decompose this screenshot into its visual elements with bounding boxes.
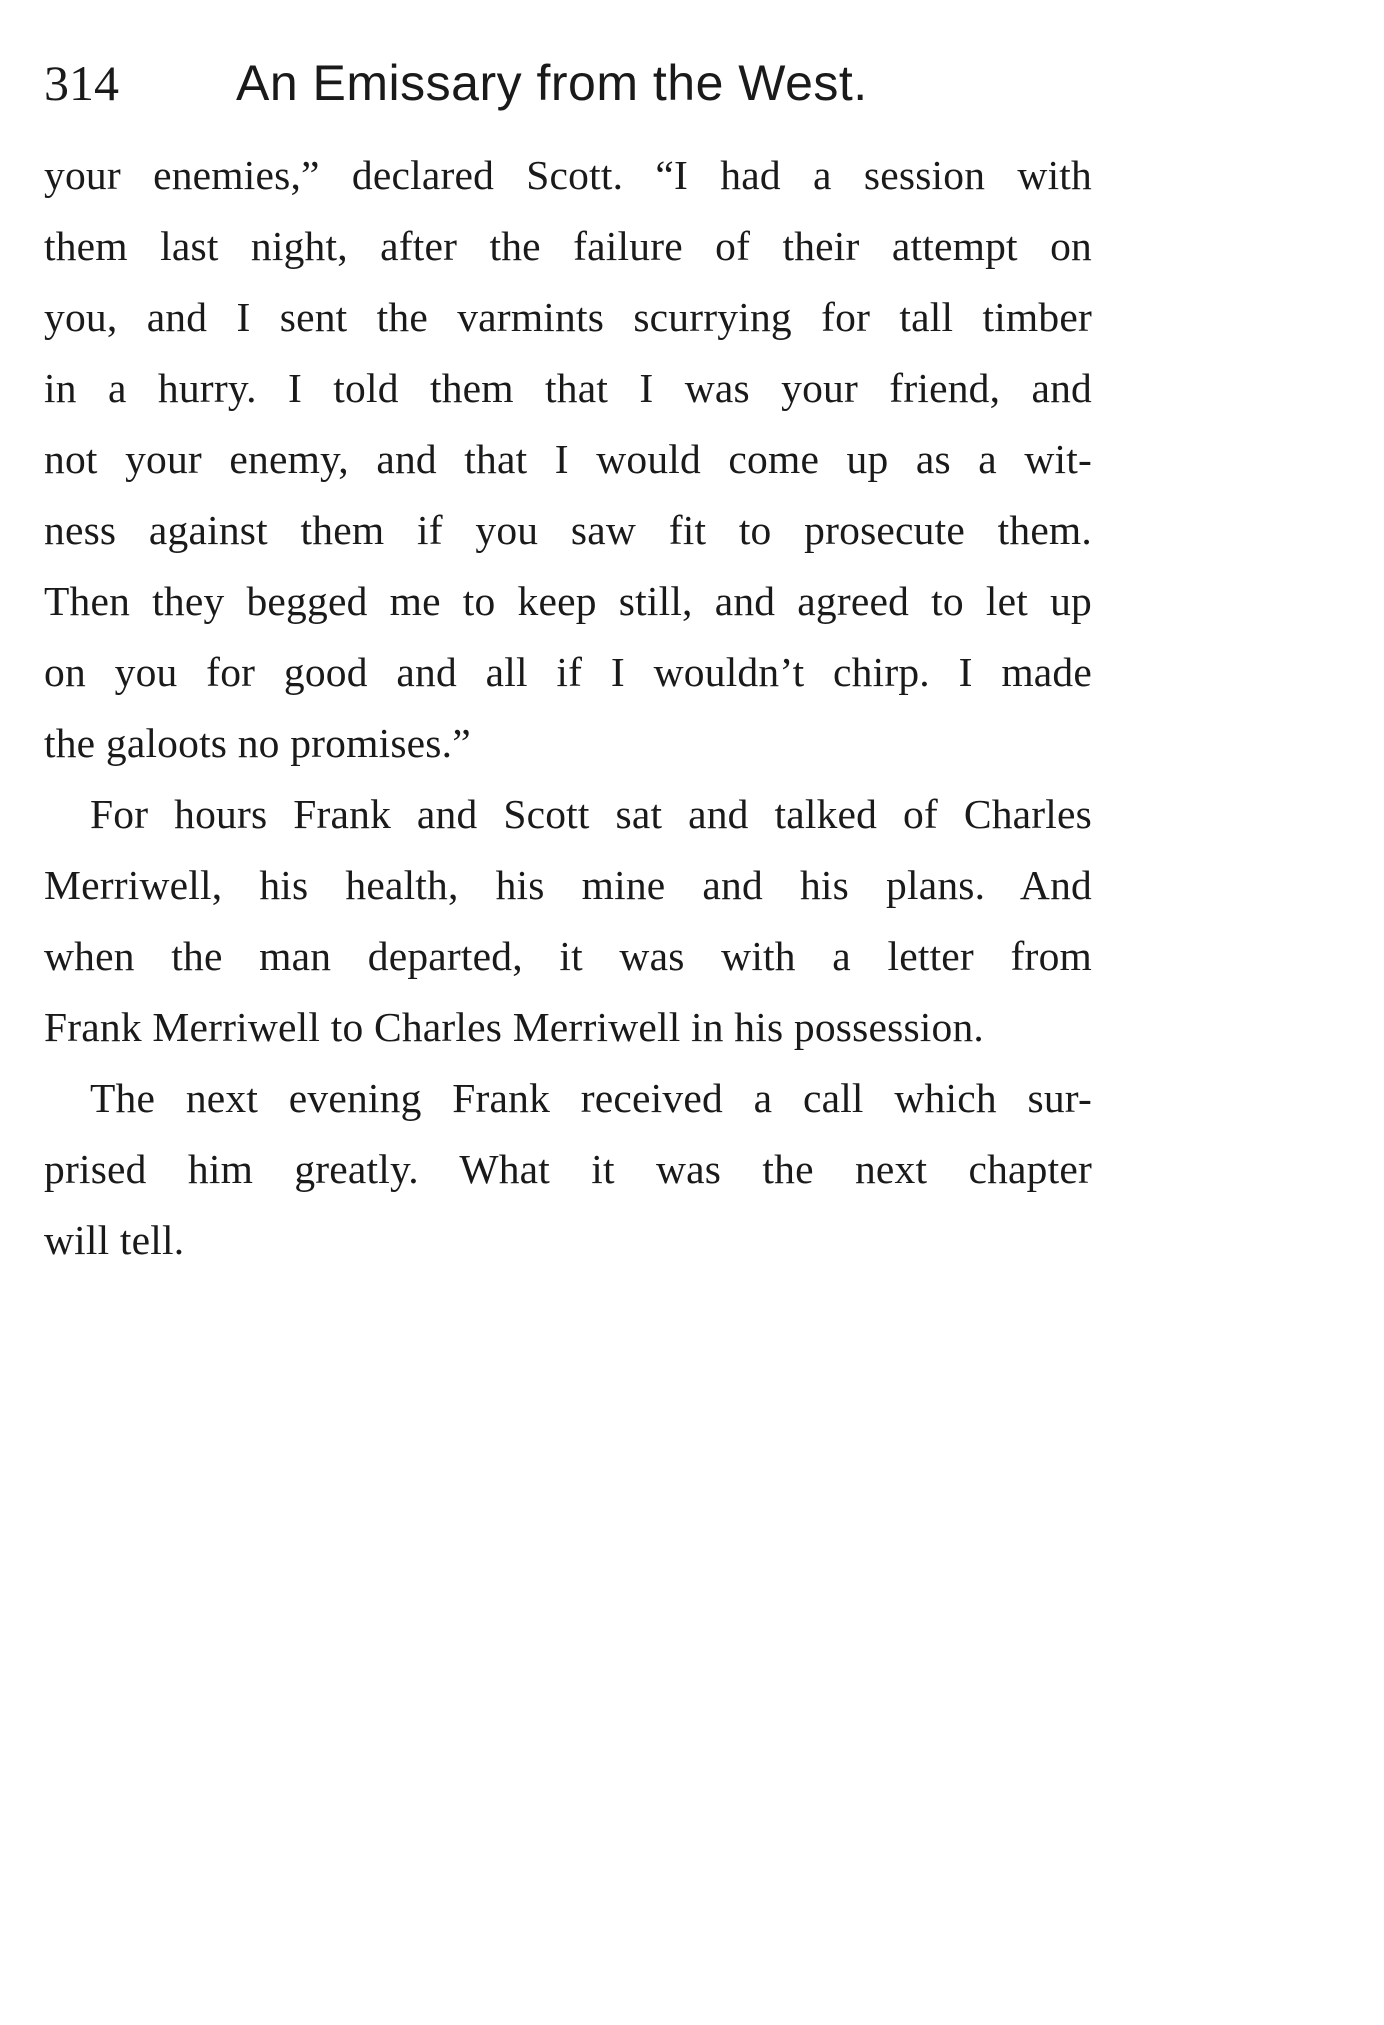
text-line: the galoots no promises.” xyxy=(44,720,471,766)
page-number: 314 xyxy=(44,55,119,111)
text-line: in a hurry. I told them that I was your friend, and xyxy=(44,365,1092,411)
text-line: you, and I sent the varmints scurrying for tall timber xyxy=(44,294,1092,340)
text-line: Frank Merriwell to Charles Merriwell in his possession. xyxy=(44,1004,985,1050)
text-line: ness against them if you saw fit to prosecute them. xyxy=(44,507,1092,553)
text-line: For hours Frank and Scott sat and talked of Charles xyxy=(90,791,1092,837)
text-line: The next evening Frank received a call which sur- xyxy=(90,1075,1092,1121)
text-line: prised him greatly. What it was the next chapter xyxy=(44,1146,1092,1192)
text-line: will tell. xyxy=(44,1217,185,1263)
text-line: not your enemy, and that I would come up as a wit- xyxy=(44,436,1092,482)
text-line: Then they begged me to keep still, and agreed to let up xyxy=(44,578,1092,624)
body-text xyxy=(44,140,1092,1276)
text-line: them last night, after the failure of their attempt on xyxy=(44,223,1092,269)
running-head xyxy=(44,48,1104,118)
text-line: your enemies,” declared Scott. “I had a session with xyxy=(44,152,1092,198)
running-title: An Emissary from the West. xyxy=(236,55,868,111)
text-line: when the man departed, it was with a letter from xyxy=(44,933,1092,979)
text-line: on you for good and all if I wouldn’t chirp. I made xyxy=(44,649,1092,695)
text-line: Merriwell, his health, his mine and his plans. And xyxy=(44,862,1092,908)
